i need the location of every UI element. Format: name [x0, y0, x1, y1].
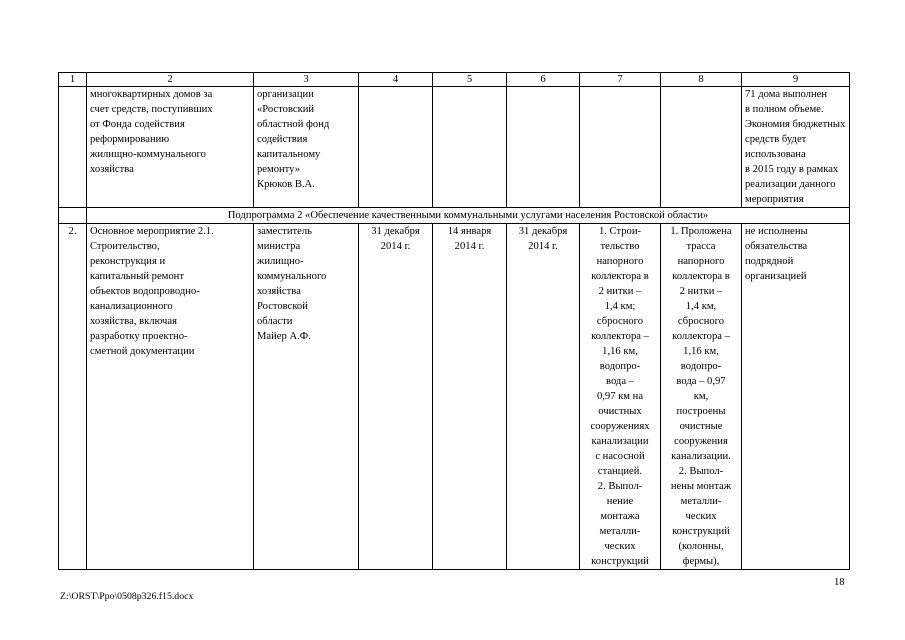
- column-header: 3: [254, 73, 359, 87]
- column-header: 7: [580, 73, 661, 87]
- actual-start-date-cell: [433, 87, 507, 208]
- planned-end-date-cell: [359, 87, 433, 208]
- activity-name-cell: Основное мероприятие 2.1. Строительство, реконструкция и капитальный ремонт объектов водопроводно- канализационного хозяйства, включая разработку проектно- сметной документации: [87, 224, 254, 570]
- file-path: Z:\ORST\Ppo\0508p326.f15.docx: [60, 591, 194, 602]
- planned-result-cell: [580, 87, 661, 208]
- column-header: 1: [59, 73, 87, 87]
- activity-name-cell: многоквартирных домов за счет средств, поступивших от Фонда содействия реформированию жилищно-коммунального хозяйства: [87, 87, 254, 208]
- planned-result-cell: 1. Строи- тельство напорного коллектора в 2 нитки – 1,4 км; сбросного коллектора – 1,16 км, водопро- вода – 0,97 км на очистных сооружениях канализации с насосной станцией. 2. Выпол- нение монтажа металли- ческих конструкций: [580, 224, 661, 570]
- column-header: 8: [661, 73, 742, 87]
- column-header: 4: [359, 73, 433, 87]
- actual-result-cell: 1. Проложена трасса напорного коллектора в 2 нитки – 1,4 км, сбросного коллектора – 1,16 км, водопро- вода – 0,97 км, построены очистные сооружения канализации. 2. Выпол- нены монтаж металли- ческих конструкций (колонны, фермы),: [661, 224, 742, 570]
- page-number: 18: [834, 577, 845, 588]
- subprogram-row: [59, 208, 850, 224]
- actual-end-date-cell: 31 декабря 2014 г.: [507, 224, 580, 570]
- subprogram-title: Подпрограмма 2 «Обеспечение качественными коммунальными услугами населения Ростовской области»: [87, 208, 850, 224]
- table-row: [59, 87, 850, 208]
- responsible-person-cell: заместитель министра жилищно- коммунального хозяйства Ростовской области Майер А.Ф.: [254, 224, 359, 570]
- actual-result-cell: [661, 87, 742, 208]
- column-header: 6: [507, 73, 580, 87]
- actual-start-date-cell: 14 января 2014 г.: [433, 224, 507, 570]
- column-number-row: [59, 73, 850, 87]
- column-header: 9: [742, 73, 850, 87]
- responsible-person-cell: организации «Ростовский областной фонд содействия капитальному ремонту» Крюков В.А.: [254, 87, 359, 208]
- problems-cell: не исполнены обязательства подрядной организацией: [742, 224, 850, 570]
- row-number-cell: 2.: [59, 224, 87, 570]
- report-table: [58, 72, 850, 570]
- column-header: 2: [87, 73, 254, 87]
- planned-end-date-cell: 31 декабря 2014 г.: [359, 224, 433, 570]
- column-header: 5: [433, 73, 507, 87]
- row-number-cell: [59, 87, 87, 208]
- problems-cell: 71 дома выполнен в полном объеме. Экономия бюджетных средств будет использована в 2015 году в рамках реализации данного мероприятия: [742, 87, 850, 208]
- table-row: [59, 224, 850, 570]
- actual-end-date-cell: [507, 87, 580, 208]
